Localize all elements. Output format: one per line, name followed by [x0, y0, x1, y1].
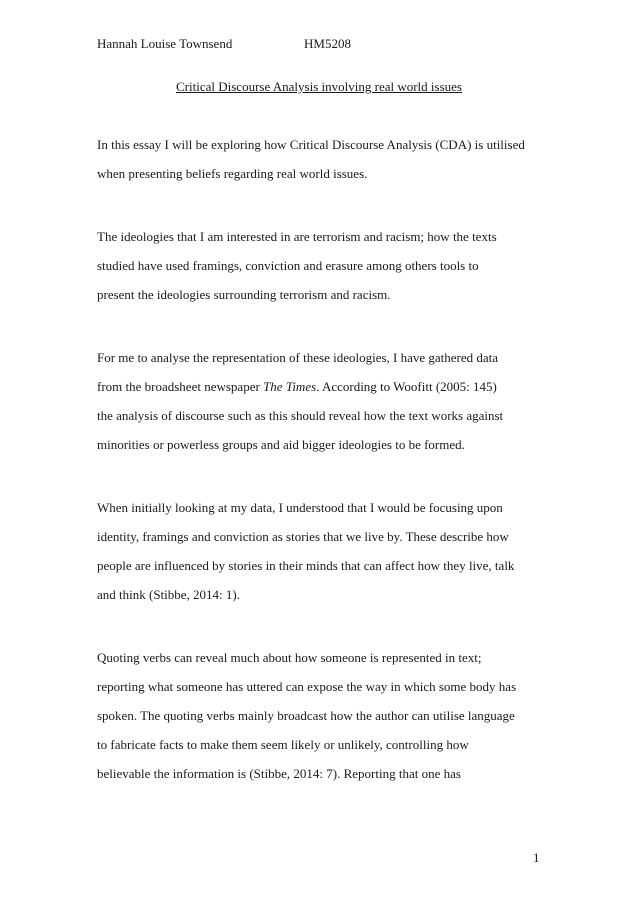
text-line: the analysis of discourse such as this should reveal how the text works against	[97, 408, 504, 423]
text-line: people are influenced by stories in their minds that can affect how they live, talk	[97, 558, 515, 573]
text-line: For me to analyse the representation of these ideologies, I have gathered data	[97, 350, 499, 365]
text-line: spoken. The quoting verbs mainly broadcast how the author can utilise language	[97, 708, 515, 723]
text-line: In this essay I will be exploring how Critical Discourse Analysis (CDA) is utilised	[97, 137, 525, 152]
header-course-code: HM5208	[304, 36, 351, 51]
text-line	[97, 379, 545, 408]
document-title: Critical Discourse Analysis involving real world issues	[176, 79, 462, 94]
paragraph-2	[97, 229, 545, 316]
text-line: The ideologies that I am interested in are terrorism and racism; how the texts	[97, 229, 497, 244]
document-body	[97, 137, 545, 829]
text-line: identity, framings and conviction as stories that we live by. These describe how	[97, 529, 509, 544]
text-line: believable the information is (Stibbe, 2014: 7). Reporting that one has	[97, 766, 461, 781]
text-line: minorities or powerless groups and aid bigger ideologies to be formed.	[97, 437, 465, 452]
text-line: to fabricate facts to make them seem likely or unlikely, controlling how	[97, 737, 469, 752]
header-author: Hannah Louise Townsend	[97, 36, 233, 51]
text-line: studied have used framings, conviction and erasure among others tools to	[97, 258, 479, 273]
paragraph-5	[97, 650, 545, 795]
page-header	[97, 36, 557, 54]
text-line: When initially looking at my data, I understood that I would be focusing upon	[97, 500, 503, 515]
paragraph-3	[97, 350, 545, 466]
newspaper-title: The Times	[263, 379, 317, 394]
text-line: Quoting verbs can reveal much about how someone is represented in text;	[97, 650, 482, 665]
text-line: present the ideologies surrounding terrorism and racism.	[97, 287, 391, 302]
text-segment: from the broadsheet newspaper	[97, 379, 264, 394]
text-line: and think (Stibbe, 2014: 1).	[97, 587, 240, 602]
paragraph-1	[97, 137, 545, 195]
page-number: 1	[533, 850, 540, 865]
text-line: when presenting beliefs regarding real world issues.	[97, 166, 368, 181]
paragraph-4	[97, 500, 545, 616]
text-segment: . According to Woofitt (2005: 145)	[316, 379, 497, 394]
text-line: reporting what someone has uttered can expose the way in which some body has	[97, 679, 517, 694]
